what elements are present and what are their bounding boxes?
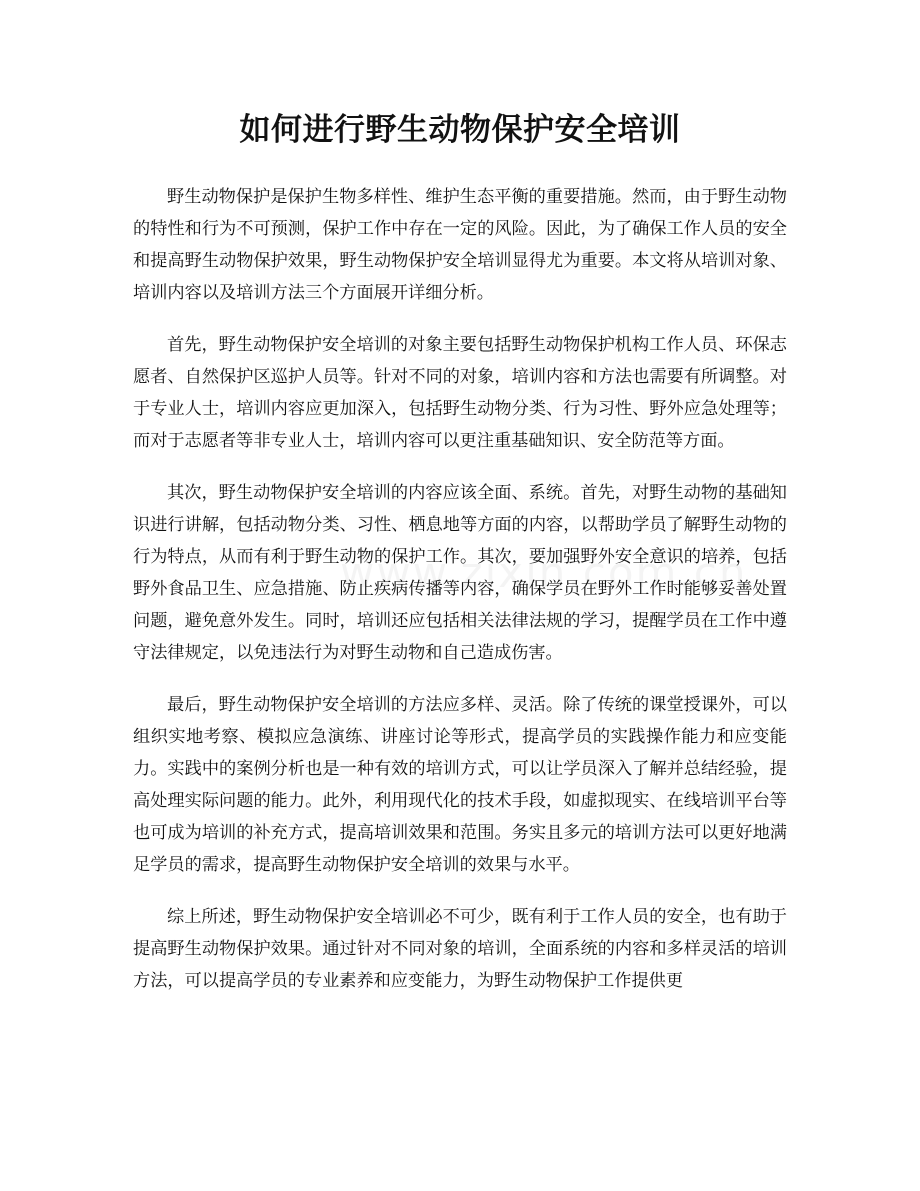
paragraph-content: 其次，野生动物保护安全培训的内容应该全面、系统。首先，对野生动物的基础知识进行讲解，包括动物分类、习性、栖息地等方面的内容，以帮助学员了解野生动物的行为特点，从而有利于野生动物的保护工作。其次，要加强野外安全意识的培养，包括野外食品卫生、应急措施、防止疾病传播等内容，确保学员在野外工作时能够妥善处置问题，避免意外发生。同时，培训还应包括相关法律法规的学习，提醒学员在工作中遵守法律规定，以免违法行为对野生动物和自己造成伤害。 — [133, 483, 787, 663]
paragraph-methods: 最后，野生动物保护安全培训的方法应多样、灵活。除了传统的课堂授课外，可以组织实地考察、模拟应急演练、讲座讨论等形式，提高学员的实践操作能力和应变能力。实践中的案例分析也是一种有效的培训方式，可以让学员深入了解并总结经验，提高处理实际问题的能力。此外，利用现代化的技术手段，如虚拟现实、在线培训平台等也可成为培训的补充方式，提高培训效果和范围。务实且多元的培训方法可以更好地满足学员的需求，提高野生动物保护安全培训的效果与水平。 — [133, 695, 787, 875]
paragraph-intro: 野生动物保护是保护生物多样性、维护生态平衡的重要措施。然而，由于野生动物的特性和行为不可预测，保护工作中存在一定的风险。因此，为了确保工作人员的安全和提高野生动物保护效果，野生动物保护安全培训显得尤为重要。本文将从培训对象、培训内容以及培训方法三个方面展开详细分析。 — [133, 187, 787, 303]
paragraph-conclusion: 综上所述，野生动物保护安全培训必不可少，既有利于工作人员的安全，也有助于提高野生动物保护效果。通过针对不同对象的培训，全面系统的内容和多样灵活的培训方法，可以提高学员的专业素养和应变能力，为野生动物保护工作提供更 — [133, 907, 787, 991]
page-title: 如何进行野生动物保护安全培训 — [239, 112, 681, 148]
paragraph-audience: 首先，野生动物保护安全培训的对象主要包括野生动物保护机构工作人员、环保志愿者、自然保护区巡护人员等。针对不同的对象，培训内容和方法也需要有所调整。对于专业人士，培训内容应更加深入，包括野生动物分类、行为习性、野外应急处理等；而对于志愿者等非专业人士，培训内容可以更注重基础知识、安全防范等方面。 — [133, 335, 787, 451]
document-body — [133, 181, 787, 1017]
